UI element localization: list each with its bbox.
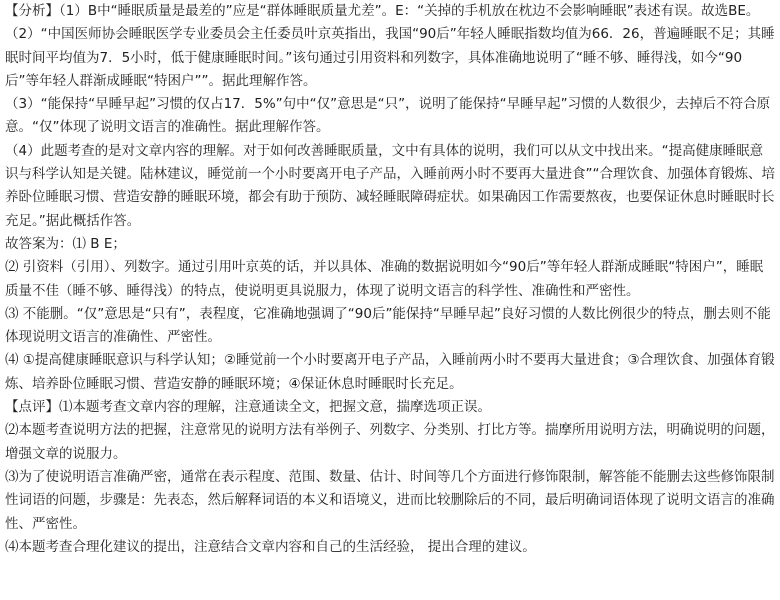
answer-item-2: ⑵ 引资料（引用）、列数字。通过引用叶京英的话，并以具体、准确的数据说明如今“90后”等年轻人群渐成睡眠“特困户”，睡眠质量不佳（睡不够、睡得浅）的特点，使说明更具说服力，体现了说明文语言的科学性、准确性和严密性。 [5,259,764,299]
answer-item-4: ⑷ ①提高健康睡眠意识与科学认知；②睡觉前一个小时要离开电子产品，入睡前两小时不要再大量进食；③合理饮食、加强体育锻炼、培养卧位睡眠习惯、营造安静的睡眠环境；④保证休息时睡眠时长充足。 [5,352,775,392]
analysis-item-2: （2）“中国医师协会睡眠医学专业委员会主任委员叶京英指出，我国“90后”年轻人睡眠指数均值为66．26，普遍睡眠不足；其睡眠时间平均值为7．5小时，低于健康睡眠时间。”该句通过引用资料和列数字，具体准确地说明了“睡不够、睡得浅，如今“90后”等年轻人群渐成睡眠“特困户””。据此理解作答。 [5,26,775,89]
comment-item-3: ⑶为了使说明语言准确严密，通常在表示程度、范围、数量、估计、时间等几个方面进行修饰限制，解答能不能删去这些修饰限制性词语的问题，步骤是：先表态，然后解释词语的本义和语境义，进而比较删除后的不同，最后明确词语体现了说明文语言的准确性、严密性。 [5,468,775,532]
analysis-item-4: （4）此题考查的是对文章内容的理解。对于如何改善睡眠质量，文中有具体的说明，我们可以从文中找出来。“提高健康睡眠意识与科学认知是关键。陆林建议，睡觉前一个小时要离开电子产品，入睡前两小时不要再大量进食”“合理饮食、加强体育锻炼、培养卧位睡眠习惯、营造安静的睡眠环境，都会有助于预防、减轻睡眠障碍症状。如果确因工作需要熬夜，也要保证休息时睡眠时长充足。”据此概括作答。 [5,142,775,229]
comment-item-4: ⑷本题考查合理化建议的提出，注意结合文章内容和自己的生活经验， 提出合理的建议。 [5,538,536,555]
analysis-intro: 【分析】（1）B中“睡眠质量是最差的”应是“群体睡眠质量尤差”。E：“关掉的手机放在枕边不会影响睡眠”表述有误。故选BE。 [5,3,760,19]
comment-intro: 【点评】⑴本题考查文章内容的理解，注意通读全文，把握文意，揣摩选项正误。 [5,399,491,416]
answer-heading: 故答案为：⑴ B E； [5,235,126,252]
answer-item-3: ⑶ 不能删。“仅”意思是“只有”，表程度，它准确地强调了“90后”能保持“早睡早起”良好习惯的人数比例很少的特点，删去则不能体现说明文语言的准确性、严密性。 [5,305,771,346]
analysis-item-3: （3）“能保持“早睡早起”习惯的仅占17．5%”句中“仅”意思是“只”，说明了能保持“早睡早起”习惯的人数很少，去掉后不符合原意。“仅”体现了说明文语言的准确性。据此理解作答。 [5,96,771,136]
comment-item-2: ⑵本题考查说明方法的把握，注意常见的说明方法有举例子、列数字、分类别、打比方等。揣摩所用说明方法，明确说明的问题，增强文章的说服力。 [5,422,775,462]
